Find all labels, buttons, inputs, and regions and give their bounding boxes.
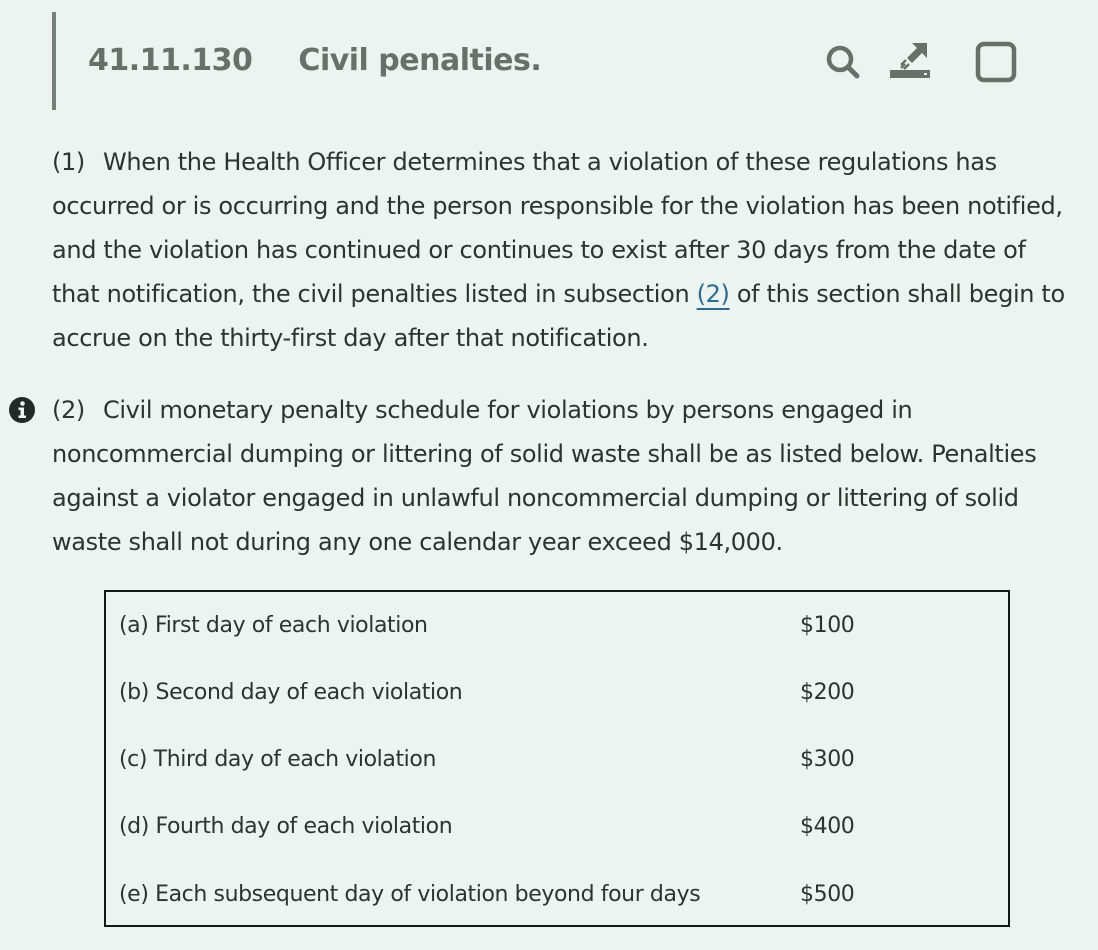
penalty-description: (e) Each subsequent day of violation beyond four days bbox=[119, 882, 701, 907]
penalty-description: (a) First day of each violation bbox=[119, 613, 428, 638]
subsection-2 bbox=[52, 388, 1072, 564]
info-button[interactable] bbox=[8, 396, 36, 424]
search-icon bbox=[820, 40, 864, 84]
penalty-amount: $400 bbox=[800, 814, 855, 839]
table-row bbox=[106, 606, 1008, 646]
section-number: 41.11.130 bbox=[88, 42, 253, 78]
table-row bbox=[106, 875, 1008, 915]
section-toolbar bbox=[820, 40, 1018, 84]
subsection-text: Civil monetary penalty schedule for violations by persons engaged in noncommercial dumping or littering of solid waste shall be as listed below. Penalties against a violator engaged in unlawful noncommercial dumping or littering of solid waste shall not during any one calendar year exceed $14,000. bbox=[52, 396, 1037, 556]
table-row bbox=[106, 807, 1008, 847]
penalty-schedule-table bbox=[104, 590, 1010, 927]
penalty-description: (b) Second day of each violation bbox=[119, 680, 463, 705]
header-accent-bar bbox=[52, 12, 56, 110]
subsection-text-end: of this section shall begin to accrue on the thirty-first day after that notification. bbox=[52, 280, 1065, 352]
subsection-number: (2) bbox=[52, 396, 85, 424]
penalty-amount: $500 bbox=[800, 882, 855, 907]
subsection-2-link[interactable]: (2) bbox=[696, 280, 730, 308]
info-icon bbox=[8, 396, 36, 424]
table-row bbox=[106, 673, 1008, 713]
penalty-amount: $200 bbox=[800, 680, 855, 705]
table-row bbox=[106, 740, 1008, 780]
checkbox-icon bbox=[974, 40, 1018, 84]
penalty-description: (d) Fourth day of each violation bbox=[119, 814, 453, 839]
subsection-number: (1) bbox=[52, 148, 85, 176]
search-button[interactable] bbox=[820, 40, 864, 84]
export-icon bbox=[884, 40, 932, 84]
penalty-amount: $100 bbox=[800, 613, 855, 638]
section-header bbox=[88, 38, 541, 82]
subsection-text: When the Health Officer determines that a violation of these regulations has occurred or is occurring and the person responsible for the violation has been notified, and the violation has continued or continues to exist after 30 days from the date of that notification, the civil penalties listed in subsection bbox=[52, 148, 1063, 308]
section-title: Civil penalties. bbox=[298, 42, 542, 78]
penalty-description: (c) Third day of each violation bbox=[119, 747, 436, 772]
export-button[interactable] bbox=[884, 40, 932, 84]
subsection-1 bbox=[52, 140, 1072, 360]
select-checkbox[interactable] bbox=[974, 40, 1018, 84]
penalty-amount: $300 bbox=[800, 747, 855, 772]
